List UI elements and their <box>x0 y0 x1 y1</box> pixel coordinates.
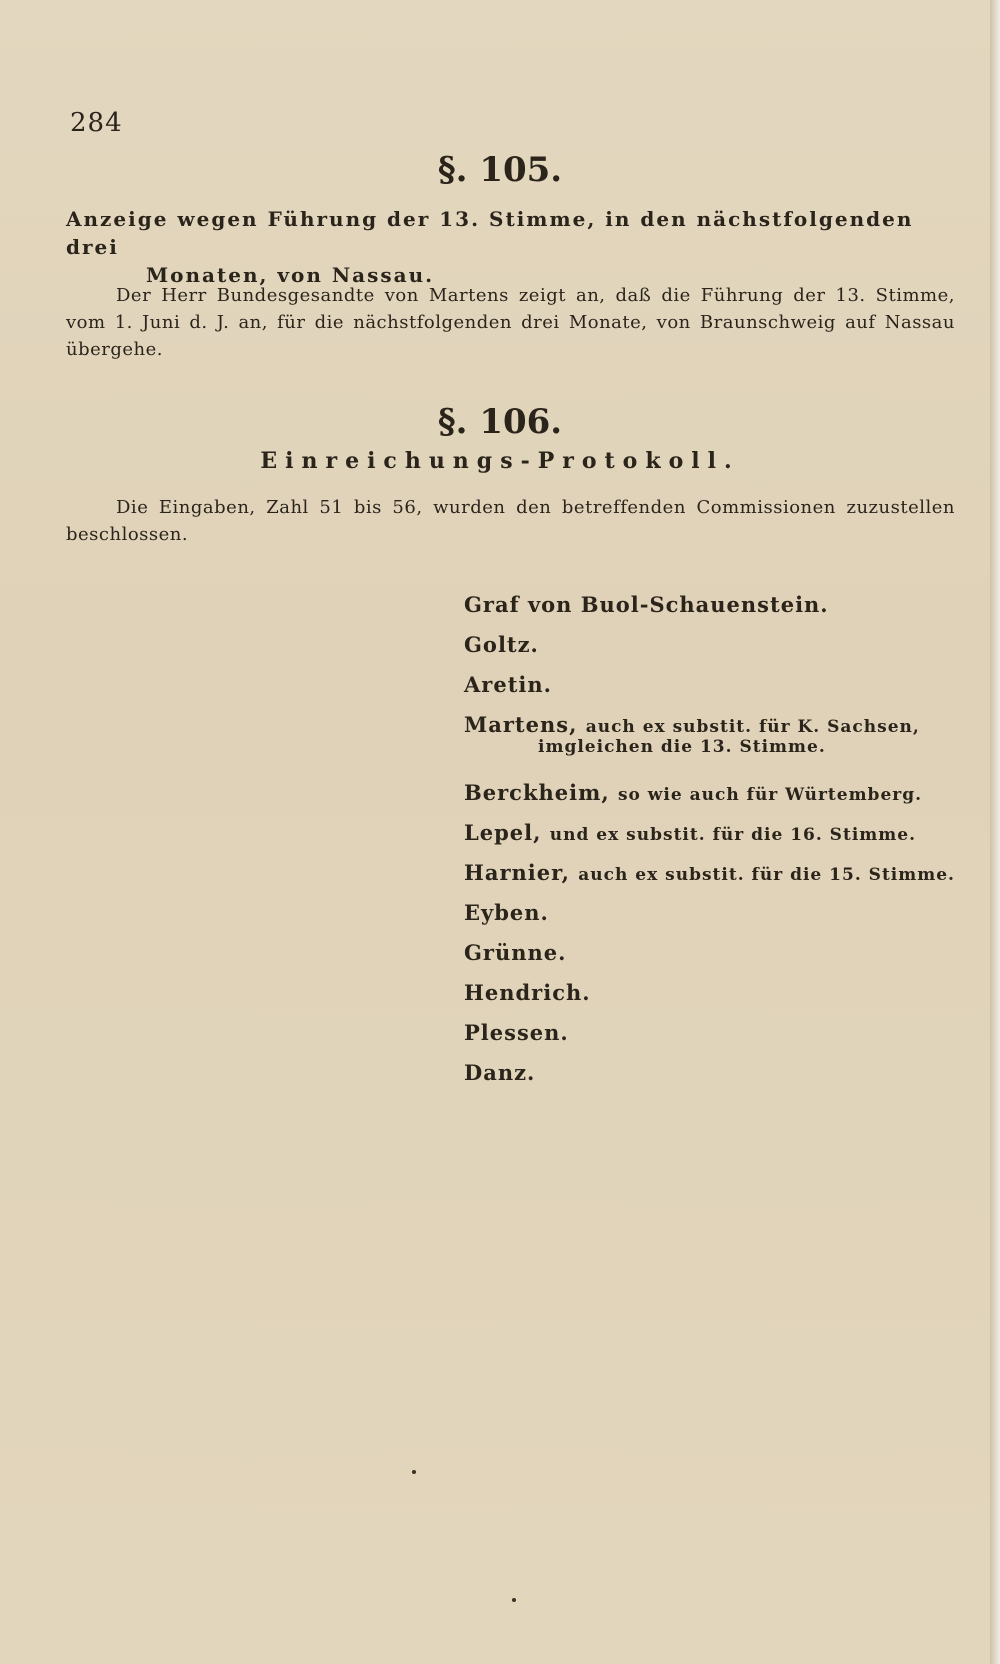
signatory-list <box>464 592 984 1100</box>
signatory-item <box>464 712 984 780</box>
signatory-name: Plessen. <box>464 1020 569 1045</box>
section-106-paragraph: Die Eingaben, Zahl 51 bis 56, wurden den betreffenden Commissionen zuzustellen beschlossen. <box>66 497 955 545</box>
page-number: 284 <box>70 108 123 138</box>
signatory-name: Berckheim, <box>464 780 610 805</box>
signatory-name: Martens, <box>464 712 578 737</box>
signatory-name: Aretin. <box>464 672 552 697</box>
section-106-title: Einreichungs-Protokoll. <box>260 448 740 474</box>
signatory-name: Goltz. <box>464 632 539 657</box>
signatory-item <box>464 632 984 672</box>
section-105-paragraph: Der Herr Bundesgesandte von Martens zeigt an, daß die Führung der 13. Stimme, vom 1. Juni d. J. an, für die nächstfolgenden drei Monate, von Braunschweig auf Nassau übergehe. <box>66 285 955 360</box>
signatory-name: Lepel, <box>464 820 542 845</box>
section-105-title-line2: Monaten, von Nassau. <box>146 263 435 287</box>
section-105-title <box>66 205 955 289</box>
signatory-item <box>464 900 984 940</box>
section-106-heading: §. 106. <box>437 402 563 442</box>
signatory-item <box>464 940 984 980</box>
signatory-item <box>464 592 984 632</box>
signatory-name: Eyben. <box>464 900 549 925</box>
signatory-name: Hendrich. <box>464 980 591 1005</box>
signatory-name: Harnier, <box>464 860 570 885</box>
paper-speck <box>412 1470 416 1474</box>
signatory-item <box>464 1020 984 1060</box>
signatory-name: Grünne. <box>464 940 567 965</box>
section-105-title-line1: Anzeige wegen Führung der 13. Stimme, in den nächstfolgenden drei <box>66 207 914 259</box>
signatory-note: so wie auch für Würtemberg. <box>617 785 923 805</box>
signatory-item <box>464 860 984 900</box>
signatory-note: auch ex substit. für die 15. Stimme. <box>578 865 955 885</box>
paper-speck <box>512 1598 516 1602</box>
signatory-note: auch ex substit. für K. Sachsen, <box>585 717 920 737</box>
section-105-heading: §. 105. <box>437 150 563 190</box>
signatory-item <box>464 1060 984 1100</box>
signatory-note-continuation: imgleichen die 13. Stimme. <box>538 737 826 757</box>
page-edge <box>990 0 1000 1664</box>
signatory-item <box>464 980 984 1020</box>
signatory-item <box>464 672 984 712</box>
signatory-item <box>464 820 984 860</box>
signatory-name: Danz. <box>464 1060 536 1085</box>
signatory-item <box>464 780 984 820</box>
signatory-note: und ex substit. für die 16. Stimme. <box>549 825 916 845</box>
signatory-name: Graf von Buol-Schauenstein. <box>464 592 829 617</box>
